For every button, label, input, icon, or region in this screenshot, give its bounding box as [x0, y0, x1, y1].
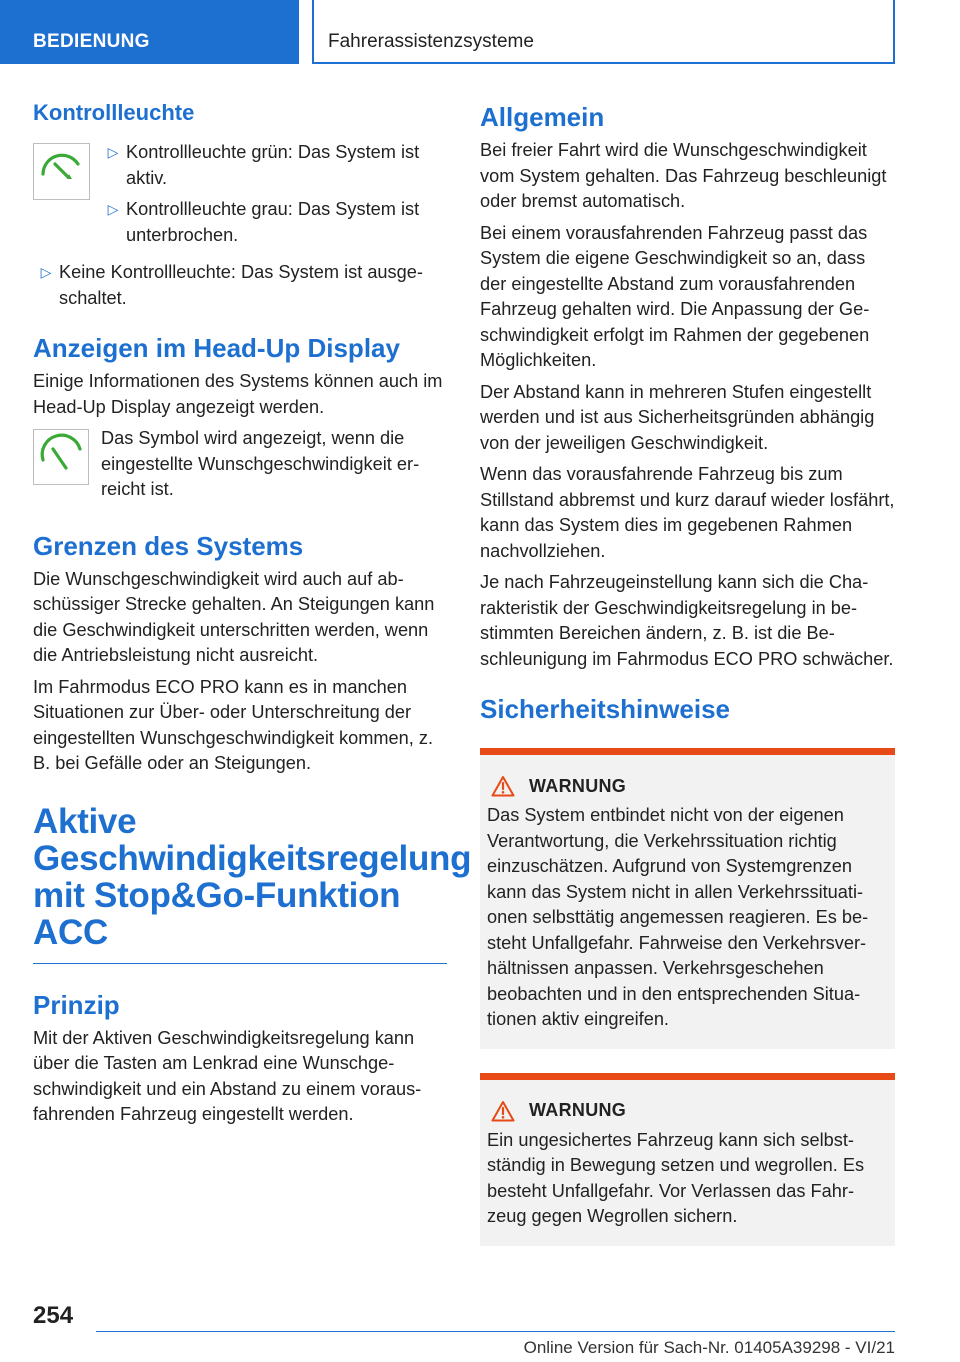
- general-paragraph: Bei freier Fahrt wird die Wunschgeschwindigkeit vom System gehalten. Das Fahrzeug beschleunigt oder bremst automatisch.: [480, 140, 887, 211]
- warning-label: WARNUNG: [529, 1100, 627, 1120]
- triangle-bullet-icon: ▷: [40, 264, 52, 280]
- right-column: [480, 100, 895, 1260]
- warning-triangle-icon: [491, 1100, 515, 1122]
- general-paragraph: Der Abstand kann in mehreren Stufen eingestellt werden und ist aus Sicherheitsgründen abhängig von der jeweiligen Geschwindigkeit.: [480, 381, 875, 453]
- kontrollleuchte-heading: Kontrollleuchte: [33, 100, 195, 125]
- footer-divider: [96, 1331, 895, 1332]
- limits-heading: Grenzen des Systems: [33, 530, 304, 561]
- warning-triangle-icon: [491, 775, 515, 797]
- indicator-row: [33, 140, 447, 254]
- chapter-tab: BEDIENUNG: [0, 0, 299, 64]
- acc-indicator-green-icon: [33, 143, 90, 200]
- list-item: ▷ Kontrollleuchte grün: Das System ist aktiv.: [100, 140, 447, 191]
- general-paragraph: Bei einem vorausfahrenden Fahrzeug passt das System die eigene Geschwindigkeit so an, dass der eingestellte Abstand zum vorausfahrenden Fahrzeug gehalten wird. Die Anpassung der Geschwindigkeit erfolgt im Rahmen der gegebenen Möglichkeiten.: [480, 222, 870, 370]
- limits-paragraph: Die Wunschgeschwindigkeit wird auch auf abschüssiger Strecke gehalten. An Steigungen kann die Geschwindigkeit unterschritten werden, wenn die Antriebsleistung nicht ausreicht.: [33, 568, 435, 665]
- limits-paragraph: Im Fahrmodus ECO PRO kann es in manchen Situationen zur Über- oder Unterschreitung der eingestellten Wunschgeschwindigkeit kommen, z. B. bei Gefälle oder an Steigungen.: [33, 676, 433, 773]
- warning-text: Das System entbindet nicht von der eigenen Verantwortung, die Verkehrssituation richtig einzuschätzen. Aufgrund von Systemgrenzen kann das System nicht in allen Verkehrssituationen selbsttätig angemessen reagieren. Es besteht Unfallgefahr. Fahrweise den Verkehrsverhältnissen anpassen. Verkehrsgeschehen beobachten und in den entsprechenden Situationen aktiv eingreifen.: [487, 805, 869, 1029]
- hud-heading: Anzeigen im Head-Up Display: [33, 333, 400, 363]
- warning-text: Ein ungesichertes Fahrzeug kann sich selbstständig in Bewegung setzen und wegrollen. Es besteht Unfallgefahr. Vor Verlassen das Fahrzeug gegen Wegrollen sichern.: [487, 1129, 865, 1226]
- warning-header: [487, 775, 887, 797]
- acc-heading: Aktive Geschwindigkeitsregelung mit Stop&Go-Funktion ACC: [33, 801, 472, 952]
- principle-text: Mit der Aktiven Geschwindigkeitsregelung kann über die Tasten am Lenkrad eine Wunschgeschwindigkeit und ein Abstand zu einem vorausfahrenden Fahrzeug eingestellt werden.: [33, 1027, 422, 1124]
- section-title: Fahrerassistenzsysteme: [312, 0, 895, 64]
- heading-divider: [33, 963, 447, 964]
- indicator-status-list: [100, 140, 447, 254]
- hud-text: Einige Informationen des Systems können auch im Head-Up Display angezeigt werden.: [33, 371, 443, 417]
- list-item: ▷ Keine Kontrollleuchte: Das System ist ausgeschaltet.: [33, 260, 447, 311]
- warning-box: [480, 748, 895, 1049]
- warning-label: WARNUNG: [529, 775, 627, 796]
- hud-symbol-row: [33, 426, 447, 509]
- principle-heading: Prinzip: [33, 989, 120, 1020]
- triangle-bullet-icon: ▷: [107, 201, 119, 217]
- general-heading: Allgemein: [480, 102, 605, 132]
- general-paragraph: Wenn das vorausfahrende Fahrzeug bis zum Stillstand abbremst und kurz darauf wieder losfährt, kann das System dies im gegebenen Rahmen nachvollziehen.: [480, 464, 895, 561]
- warning-box: [480, 1073, 895, 1246]
- hud-speed-reached-icon: [33, 429, 89, 485]
- footer-version: Online Version für Sach-Nr. 01405A39298 - VI/21: [523, 1338, 895, 1357]
- indicator-off-list: [33, 260, 447, 311]
- list-item: ▷ Kontrollleuchte grau: Das System ist unterbrochen.: [100, 197, 447, 248]
- hud-symbol-text: Das Symbol wird angezeigt, wenn die eingestellte Wunschgeschwindigkeit erreicht ist.: [101, 428, 420, 499]
- left-column: [33, 100, 472, 1134]
- page-number: 254: [33, 1302, 74, 1329]
- safety-heading: Sicherheitshinweise: [480, 694, 730, 724]
- general-paragraph: Je nach Fahrzeugeinstellung kann sich die Charakteristik der Geschwindigkeitsregelung in bestimmten Bereichen ändern, z. B. ist die Beschleunigung im Fahrmodus ECO PRO schwächer.: [480, 572, 894, 669]
- warning-header: [487, 1100, 887, 1122]
- triangle-bullet-icon: ▷: [107, 144, 119, 160]
